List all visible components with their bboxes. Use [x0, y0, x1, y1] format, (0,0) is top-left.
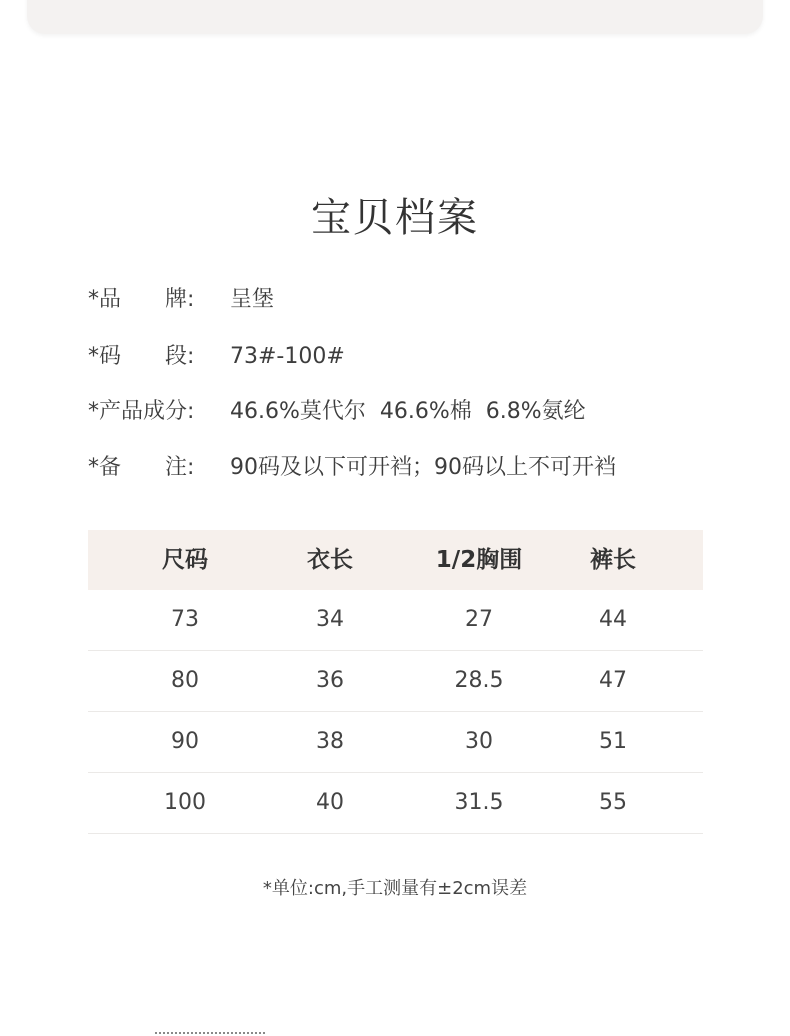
top-card [27, 0, 763, 34]
table-row [88, 651, 703, 712]
info-label: *码 段: [88, 344, 195, 369]
table-cell: 47 [599, 668, 627, 693]
table-cell: 31.5 [454, 790, 504, 815]
info-row-notes [88, 453, 616, 483]
table-cell: 27 [465, 607, 493, 632]
table-row [88, 773, 703, 834]
table-cell: 51 [599, 729, 627, 754]
cropped-next-section [155, 1022, 265, 1036]
size-table [88, 530, 703, 834]
info-label: *产品成分: [88, 399, 195, 424]
header-half-chest: 1/2胸围 [435, 547, 523, 573]
info-label: *备 注: [88, 455, 195, 480]
info-row-brand [88, 285, 274, 315]
table-cell: 55 [599, 790, 627, 815]
measurement-footnote: *单位:cm,手工测量有±2cm误差 [262, 878, 528, 899]
info-value: 46.6%莫代尔 46.6%棉 6.8%氨纶 [230, 399, 586, 424]
table-cell: 73 [171, 607, 199, 632]
table-cell: 28.5 [454, 668, 504, 693]
table-cell: 80 [171, 668, 199, 693]
table-cell: 44 [599, 607, 627, 632]
table-row [88, 712, 703, 773]
table-cell: 30 [465, 729, 493, 754]
header-pants-length: 裤长 [590, 547, 636, 573]
table-cell: 38 [316, 729, 344, 754]
info-value: 呈堡 [230, 287, 275, 312]
info-row-size-range [88, 342, 345, 372]
info-value: 73#-100# [230, 344, 345, 369]
info-row-composition [88, 397, 586, 427]
header-top-length: 衣长 [307, 547, 353, 573]
info-value: 90码及以下可开裆；90码以上不可开裆 [230, 455, 616, 480]
info-label: *品 牌: [88, 287, 195, 312]
table-header-row [88, 530, 703, 590]
table-cell: 36 [316, 668, 344, 693]
header-size: 尺码 [162, 547, 208, 573]
table-cell: 34 [316, 607, 344, 632]
table-cell: 40 [316, 790, 344, 815]
table-cell: 90 [171, 729, 199, 754]
table-cell: 100 [164, 790, 206, 815]
table-row [88, 590, 703, 651]
page-title: 宝贝档案 [311, 195, 479, 241]
